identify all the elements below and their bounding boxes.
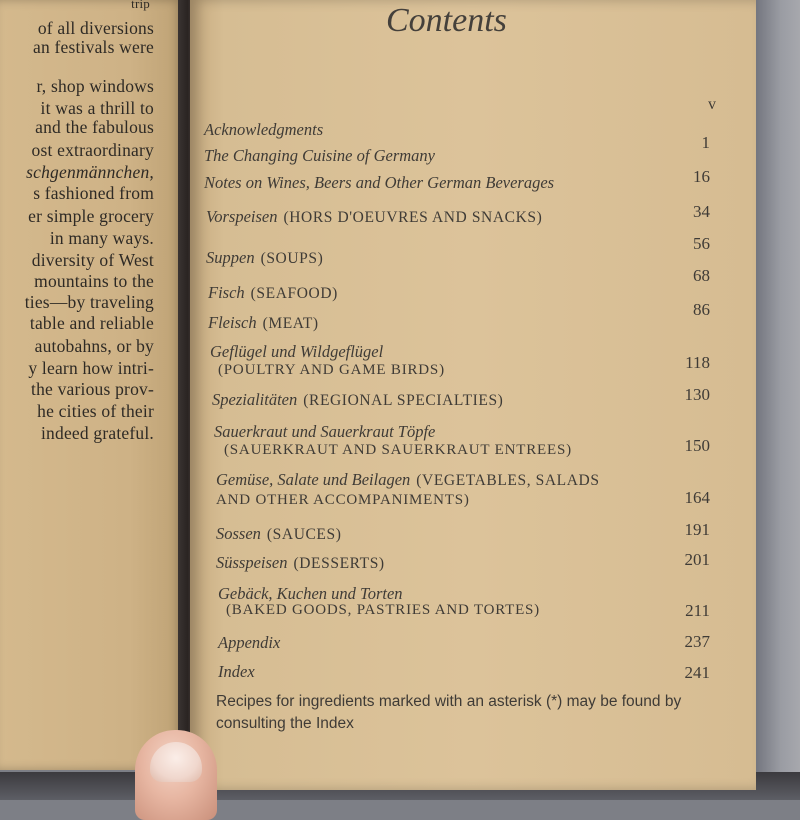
toc-entry-title: [204, 120, 323, 140]
toc-chapter-title: Notes on Wines, Beers and Other German Beverages: [204, 173, 555, 192]
left-page-text-line: an festivals were: [33, 37, 154, 57]
toc-chapter-title: Vorspeisen: [206, 207, 278, 226]
toc-entry-title: [218, 584, 403, 604]
toc-chapter-translation: (SAUCES): [266, 526, 342, 543]
toc-entry-title: [214, 422, 435, 442]
toc-chapter-title: Appendix: [218, 633, 281, 652]
toc-chapter-translation: AND OTHER ACCOMPANIMENTS): [216, 492, 470, 508]
toc-chapter-translation: (POULTRY AND GAME BIRDS): [218, 362, 445, 378]
toc-entry-title: [208, 283, 338, 303]
right-page-contents: [190, 0, 756, 790]
asterisk-note: Recipes for ingredients marked with an asterisk (*) may be found by consulting the Index: [216, 693, 682, 732]
toc-entry-title: [210, 342, 383, 362]
toc-page-number: 150: [684, 436, 710, 455]
toc-page-number: 34: [693, 202, 710, 221]
toc-page-number: 164: [684, 488, 710, 507]
left-page-text-line: ties—by traveling: [24, 292, 154, 312]
toc-chapter-translation: (SEAFOOD): [250, 285, 338, 302]
left-page-text-line: in many ways.: [49, 228, 154, 248]
toc-chapter-title: Spezialitäten: [212, 390, 298, 409]
toc-chapter-title: Gemüse, Salate und Beilagen: [216, 470, 411, 489]
toc-entry-title: [216, 524, 341, 544]
toc-page-number: 130: [684, 385, 710, 404]
toc-page-number: 211: [685, 601, 710, 620]
toc-entry-title: [212, 390, 503, 410]
toc-page-number: 86: [693, 300, 710, 319]
toc-entry-title: [216, 553, 385, 573]
toc-page-number: 16: [693, 167, 710, 186]
toc-page-number: 237: [684, 632, 710, 651]
left-page-text-line: the various prov-: [31, 379, 154, 399]
left-page-text-line: indeed grateful.: [40, 423, 154, 443]
toc-chapter-title: Geflügel und Wildgeflügel: [210, 342, 384, 361]
left-page-text-line: diversity of West: [31, 250, 154, 270]
toc-chapter-title: Süsspeisen: [216, 553, 288, 572]
toc-chapter-translation: (MEAT): [262, 315, 319, 332]
toc-entry-title: [218, 362, 445, 379]
toc-entry-title: [204, 146, 435, 166]
toc-entry-title: [204, 173, 554, 193]
toc-entry-title: [208, 313, 319, 333]
toc-page-number: 56: [693, 234, 710, 253]
page-title: Contents: [386, 2, 507, 39]
toc-chapter-title: Fisch: [208, 283, 245, 302]
toc-chapter-translation: (HORS D'OEUVRES AND SNACKS): [283, 209, 543, 226]
toc-entry-title: [218, 662, 255, 682]
left-page-text-line: er simple grocery: [28, 206, 154, 226]
toc-chapter-translation: (SOUPS): [260, 250, 324, 267]
toc-page-number: 191: [684, 520, 710, 539]
toc-chapter-title: Suppen: [206, 248, 255, 267]
toc-chapter-title: Sauerkraut und Sauerkraut Töpfe: [214, 422, 436, 441]
toc-chapter-title: Index: [218, 662, 255, 681]
toc-page-number: 118: [685, 353, 710, 372]
left-page-text-line: y learn how intri-: [28, 358, 154, 378]
left-page-text-line: ost extraordinary: [31, 140, 154, 160]
toc-chapter-translation: (DESSERTS): [293, 555, 385, 572]
toc-chapter-translation: (BAKED GOODS, PASTRIES AND TORTES): [226, 602, 540, 618]
left-page: [0, 0, 184, 770]
left-page-text-line: and the fabulous: [35, 117, 154, 137]
toc-chapter-title: Sossen: [216, 524, 261, 543]
toc-page-number: 201: [684, 550, 710, 569]
toc-entry-title: [216, 492, 470, 509]
toc-entry-title: [216, 470, 600, 490]
toc-entry-title: [206, 248, 323, 268]
toc-page-number: 68: [693, 266, 710, 285]
background-right: [752, 0, 800, 800]
left-page-text-line: r, shop windows: [36, 76, 154, 96]
left-page-text-line: it was a thrill to: [40, 98, 154, 118]
toc-page-number: v: [708, 96, 716, 113]
toc-page-number: 241: [684, 663, 710, 682]
left-page-text-line: table and reliable: [29, 313, 154, 333]
toc-chapter-translation: (REGIONAL SPECIALTIES): [303, 392, 504, 409]
toc-entry-title: [224, 442, 572, 459]
left-page-text-line: autobahns, or by: [34, 336, 154, 356]
toc-page-number: 1: [701, 133, 710, 152]
toc-chapter-translation: (VEGETABLES, SALADS: [416, 472, 600, 489]
left-page-text-line: trip: [131, 0, 150, 11]
left-page-text-line: schgenmännchen,: [26, 162, 154, 182]
toc-chapter-translation: (SAUERKRAUT AND SAUERKRAUT ENTREES): [224, 442, 572, 458]
toc-entry-title: [206, 207, 542, 227]
left-page-text-line: he cities of their: [37, 401, 154, 421]
toc-chapter-title: Fleisch: [208, 313, 257, 332]
toc-entry-title: [226, 602, 540, 619]
left-page-text-line: s fashioned from: [33, 183, 154, 203]
left-page-text-line: of all diversions: [37, 18, 154, 38]
toc-entry-title: [218, 633, 280, 653]
left-page-text-line: mountains to the: [34, 271, 154, 291]
toc-chapter-title: The Changing Cuisine of Germany: [204, 146, 435, 165]
toc-chapter-title: Acknowledgments: [204, 120, 324, 139]
toc-chapter-title: Gebäck, Kuchen und Torten: [218, 584, 403, 603]
